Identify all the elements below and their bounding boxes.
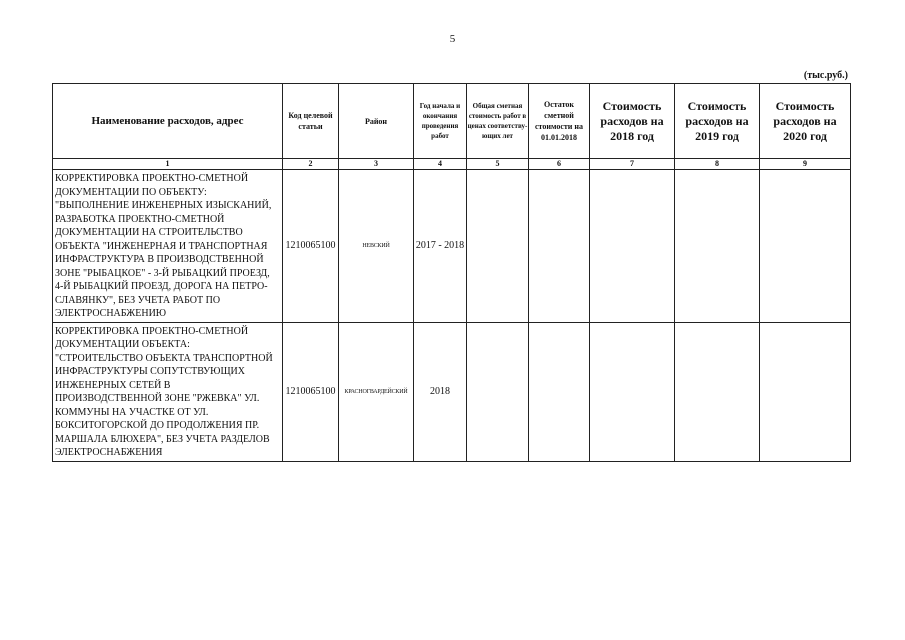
target-code: 1210065100 <box>283 322 339 461</box>
column-number: 3 <box>339 159 414 170</box>
expense-name: КОРРЕКТИРОВКА ПРОЕКТНО-СМЕТНОЙ ДОКУМЕНТАЦИИ ПО ОБЪЕКТУ: "ВЫПОЛНЕНИЕ ИНЖЕНЕРНЫХ ИЗЫСКАНИЙ, РАЗРАБОТКА ПРОЕКТНО-СМЕТНОЙ ДОКУМЕНТАЦИИ НА СТРОИТЕЛЬСТВО ОБЪЕКТА "ИНЖЕНЕРНАЯ И ТРАНСПОРТНАЯ ИНФРАСТРУКТУРА В ПРОИЗВОДСТВЕННОЙ ЗОНЕ "РЫБАЦКОЕ" - 3-Й РЫБАЦКИЙ ПРОЕЗД, 4-Й РЫБАЦКИЙ ПРОЕЗД, ДОРОГА НА ПЕТРО-СЛАВЯНКУ", БЕЗ УЧЕТА РАБОТ ПО ЭЛЕКТРОСНАБЖЕНИЮ <box>53 170 283 323</box>
header-cost-2019: Стоимость расходов на 2019 год <box>675 84 760 159</box>
column-number: 8 <box>675 159 760 170</box>
district: НЕВСКИЙ <box>339 170 414 323</box>
work-years: 2017 - 2018 <box>414 170 467 323</box>
header-cost-2018: Стоимость расходов на 2018 год <box>590 84 675 159</box>
column-number: 1 <box>53 159 283 170</box>
cost-2019 <box>675 170 760 323</box>
column-number: 9 <box>760 159 851 170</box>
header-district: Район <box>339 84 414 159</box>
cost-2018 <box>590 322 675 461</box>
units-label: (тыс.руб.) <box>803 70 848 81</box>
column-number: 5 <box>467 159 529 170</box>
table-row <box>53 170 851 323</box>
column-number: 4 <box>414 159 467 170</box>
column-number: 2 <box>283 159 339 170</box>
cost-2019 <box>675 322 760 461</box>
total-cost <box>467 322 529 461</box>
header-name: Наименование расходов, адрес <box>53 84 283 159</box>
district: КРАСНОГВАРДЕЙСКИЙ <box>339 322 414 461</box>
expenses-table <box>52 83 851 462</box>
header-years: Год начала и окончания проведения работ <box>414 84 467 159</box>
total-cost <box>467 170 529 323</box>
work-years: 2018 <box>414 322 467 461</box>
column-number: 6 <box>529 159 590 170</box>
expense-name: КОРРЕКТИРОВКА ПРОЕКТНО-СМЕТНОЙ ДОКУМЕНТАЦИИ ОБЪЕКТА: "СТРОИТЕЛЬСТВО ОБЪЕКТА ТРАНСПОРТНОЙ ИНФРАСТРУКТУРЫ СОПУТСТВУЮЩИХ ИНЖЕНЕРНЫХ СЕТЕЙ В ПРОИЗВОДСТВЕННОЙ ЗОНЕ "РЖЕВКА" УЛ. КОММУНЫ НА УЧАСТКЕ ОТ УЛ. БОКСИТОГОРСКОЙ ДО ПРОДОЛЖЕНИЯ ПР. МАРШАЛА БЛЮХЕРА", БЕЗ УЧЕТА РАЗДЕЛОВ ЭЛЕКТРОСНАБЖЕНИЯ <box>53 322 283 461</box>
header-remaining-cost: Остаток сметной стоимости на 01.01.2018 <box>529 84 590 159</box>
page-number: 5 <box>449 33 456 45</box>
cost-2020 <box>760 170 851 323</box>
remaining-cost <box>529 322 590 461</box>
cost-2018 <box>590 170 675 323</box>
header-total-cost: Общая сметная стоимость работ в ценах соответству-ющих лет <box>467 84 529 159</box>
cost-2020 <box>760 322 851 461</box>
header-code: Код целевой статьи <box>283 84 339 159</box>
target-code: 1210065100 <box>283 170 339 323</box>
remaining-cost <box>529 170 590 323</box>
table-row <box>53 322 851 461</box>
header-cost-2020: Стоимость расходов на 2020 год <box>760 84 851 159</box>
column-number: 7 <box>590 159 675 170</box>
column-numbers-row <box>53 159 851 170</box>
header-row <box>53 84 851 159</box>
